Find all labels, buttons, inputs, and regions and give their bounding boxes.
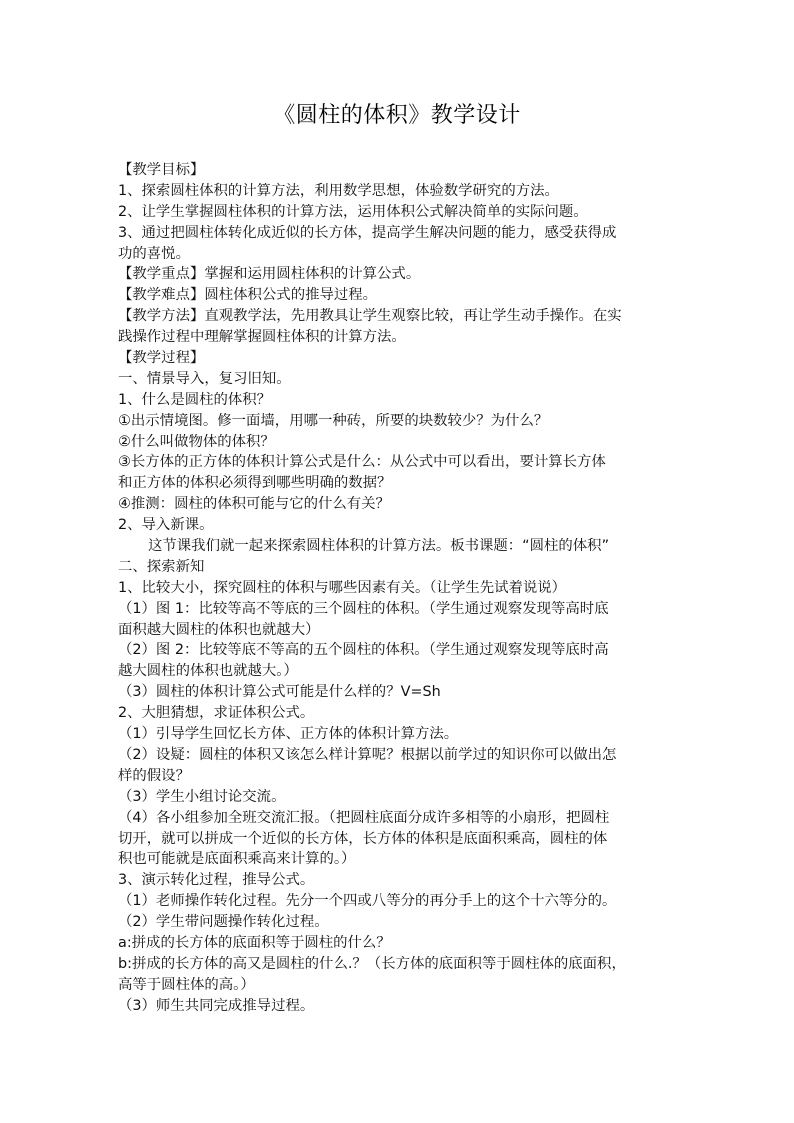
paragraph-line: （1）引导学生回忆长方体、正方体的体积计算方法。 [118, 726, 459, 743]
paragraph-line: ④推测：圆柱的体积可能与它的什么有关？ [118, 496, 390, 513]
paragraph-line: ①出示情境图。修一面墙，用哪一种砖，所要的块数较少？为什么？ [118, 412, 549, 429]
paragraph-line: （1）图 1：比较等高不等底的三个圆柱的体积。（学生通过观察发现等高时底 [118, 600, 609, 617]
paragraph-line: b:拼成的长方体的高又是圆柱的什么.？（长方体的底面积等于圆柱体的底面积， [118, 955, 626, 972]
paragraph-line: （3）学生小组讨论交流。 [118, 788, 286, 805]
paragraph-line: 这节课我们就一起来探索圆柱体积的计算方法。板书课题：“圆柱的体积” [148, 538, 610, 555]
paragraph-line: （4）各小组参加全班交流汇报。（把圆柱底面分成许多相等的小扇形，把圆柱 [118, 809, 610, 826]
paragraph-line: 3、通过把圆柱体转化成近似的长方体，提高学生解决问题的能力，感受获得成 [118, 224, 617, 241]
paragraph-line: （2）设疑：圆柱的体积又该怎么样计算呢？根据以前学过的知识你可以做出怎 [118, 746, 617, 763]
section-heading: 【教学目标】 [118, 162, 205, 178]
paragraph-line: a:拼成的长方体的底面积等于圆柱的什么？ [118, 934, 391, 951]
paragraph-line: 切开，就可以拼成一个近似的长方体，长方体的体积是底面积乘高，圆柱的体 [118, 830, 608, 847]
document-title: 《圆柱的体积》教学设计 [273, 103, 521, 128]
section-heading: 【教学过程】 [118, 350, 205, 367]
paragraph-line: 践操作过程中理解掌握圆柱体积的计算方法。 [118, 329, 406, 346]
paragraph-line: （1）老师操作转化过程。先分一个四或八等分的再分手上的这个十六等分的。 [118, 893, 617, 910]
paragraph-line: （3）圆柱的体积计算公式可能是什么样的？V=Sh [118, 684, 441, 701]
paragraph-line: 面积越大圆柱的体积也就越大） [118, 621, 320, 638]
paragraph-line: 1、探索圆柱体积的计算方法，利用数学思想，体验数学研究的方法。 [118, 182, 559, 199]
paragraph-line: （2）学生带问题操作转化过程。 [118, 914, 329, 931]
paragraph-line: 高等于圆柱体的高。） [118, 976, 255, 993]
paragraph-line: 越大圆柱的体积也就越大。） [118, 663, 298, 680]
paragraph-line: 2、导入新课。 [118, 517, 214, 534]
paragraph-line: 【教学重点】掌握和运用圆柱体积的计算公式。 [118, 266, 421, 283]
paragraph-line: ③长方体的正方体的体积计算公式是什么：从公式中可以看出，要计算长方体 [118, 454, 606, 471]
section-heading: 二、探索新知 [118, 558, 205, 575]
paragraph-line: 1、什么是圆柱的体积？ [118, 391, 272, 408]
document-body [118, 160, 680, 1017]
paragraph-line: 积也可能就是底面积乘高来计算的。） [118, 851, 356, 868]
paragraph-line: 2、大胆猜想，求证体积公式。 [118, 705, 315, 722]
paragraph-line: （3）师生共同完成推导过程。 [118, 997, 315, 1014]
paragraph-line: 【教学难点】圆柱体积公式的推导过程。 [118, 287, 378, 304]
paragraph-line: 和正方体的体积必须得到哪些明确的数据？ [118, 475, 392, 492]
paragraph-line: 3、演示转化过程，推导公式。 [118, 872, 315, 889]
paragraph-line: ②什么叫做物体的体积？ [118, 433, 275, 450]
paragraph-line: 1、比较大小，探究圆柱的体积与哪些因素有关。（让学生先试着说说） [118, 579, 567, 596]
paragraph-line: 【教学方法】直观教学法，先用教具让学生观察比较，再让学生动手操作。在实 [118, 308, 622, 325]
paragraph-line: （2）图 2：比较等底不等高的五个圆柱的体积。（学生通过观察发现等底时高 [118, 642, 609, 659]
paragraph-line: 2、让学生掌握圆柱体积的计算方法，运用体积公式解决简单的实际问题。 [118, 203, 588, 220]
paragraph-line: 一、情景导入，复习旧知。 [118, 370, 291, 387]
paragraph-line: 样的假设？ [118, 767, 190, 784]
paragraph-line: 功的喜悦。 [118, 245, 190, 262]
